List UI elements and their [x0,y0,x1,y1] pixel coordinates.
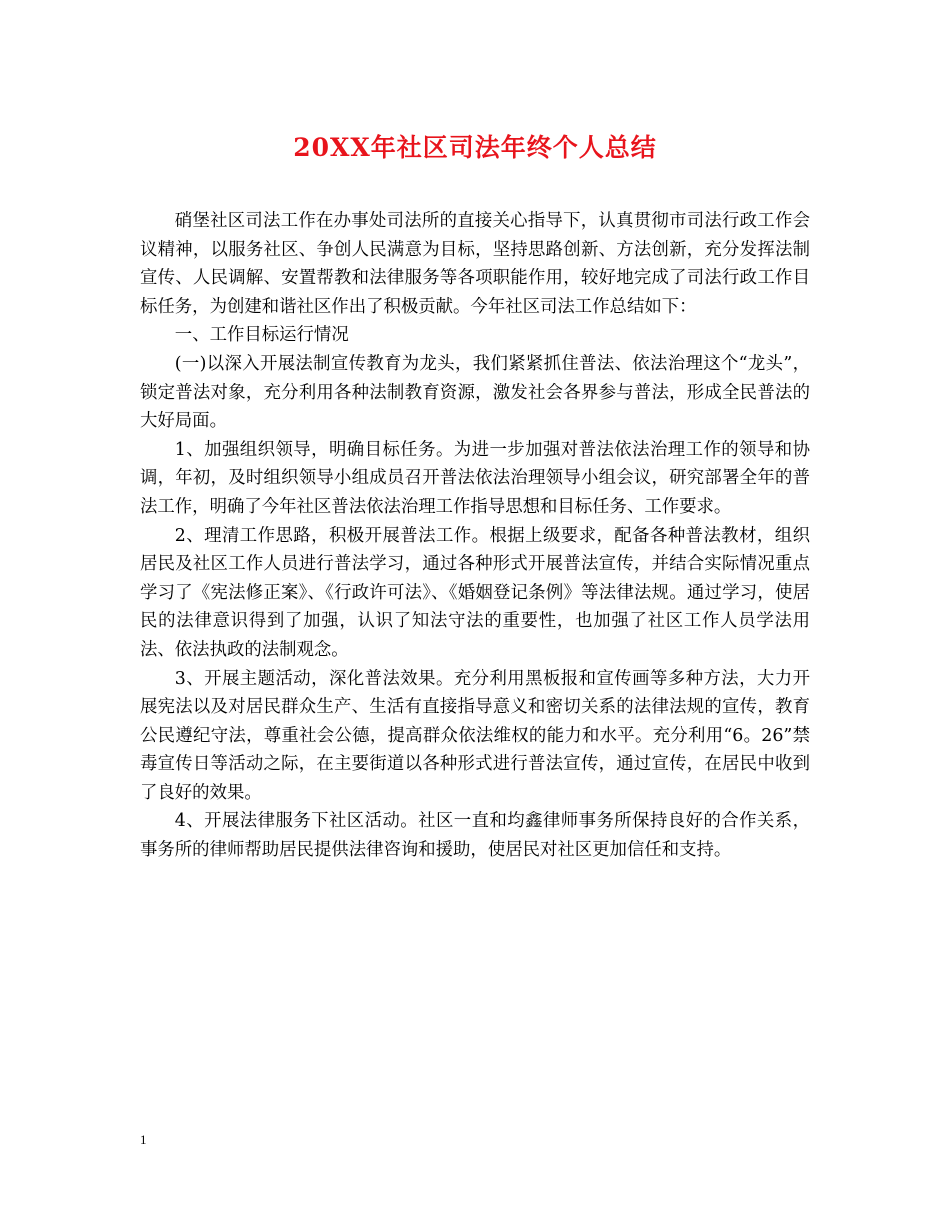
document-title: 20XX年社区司法年终个人总结 [293,133,657,162]
paragraph-item-2: 2、理清工作思路，积极开展普法工作。根据上级要求，配备各种普法教材，组织居民及社区工作人员进行普法学习，通过各种形式开展普法宣传，并结合实际情况重点学习了《宪法修正案》、《行政许可法》、《婚姻登记条例》等法律法规。通过学习，使居民的法律意识得到了加强，认识了知法守法的重要性，也加强了社区工作人员学法用法、依法执政的法制观念。 [140,525,810,660]
document-body [140,207,810,865]
paragraph-intro: 硝堡社区司法工作在办事处司法所的直接关心指导下，认真贯彻市司法行政工作会议精神，以服务社区、争创人民满意为目标，坚持思路创新、方法创新，充分发挥法制宣传、人民调解、安置帮教和法律服务等各项职能作用，较好地完成了司法行政工作目标任务，为创建和谐社区作出了积极贡献。今年社区司法工作总结如下： [140,211,810,317]
page-number: 1 [140,1132,147,1147]
section-heading: 一、工作目标运行情况 [174,325,349,346]
paragraph-item-3: 3、开展主题活动，深化普法效果。充分利用黑板报和宣传画等多种方法，大力开展宪法以及对居民群众生产、生活有直接指导意义和密切关系的法律法规的宣传，教育公民遵纪守法，尊重社会公德，提高群众依法维权的能力和水平。充分利用“6。26”禁毒宣传日等活动之际，在主要街道以各种形式进行普法宣传，通过宣传，在居民中收到了良好的效果。 [140,668,810,803]
paragraph-item-4: 4、开展法律服务下社区活动。社区一直和均鑫律师事务所保持良好的合作关系，事务所的律师帮助居民提供法律咨询和援助，使居民对社区更加信任和支持。 [140,811,810,861]
paragraph-subsection: (一)以深入开展法制宣传教育为龙头，我们紧紧抓住普法、依法治理这个“龙头”，锁定普法对象，充分利用各种法制教育资源，激发社会各界参与普法，形成全民普法的大好局面。 [140,353,810,432]
paragraph-item-1: 1、加强组织领导，明确目标任务。为进一步加强对普法依法治理工作的领导和协调，年初，及时组织领导小组成员召开普法依法治理领导小组会议，研究部署全年的普法工作，明确了今年社区普法依法治理工作指导思想和目标任务、工作要求。 [140,439,810,517]
